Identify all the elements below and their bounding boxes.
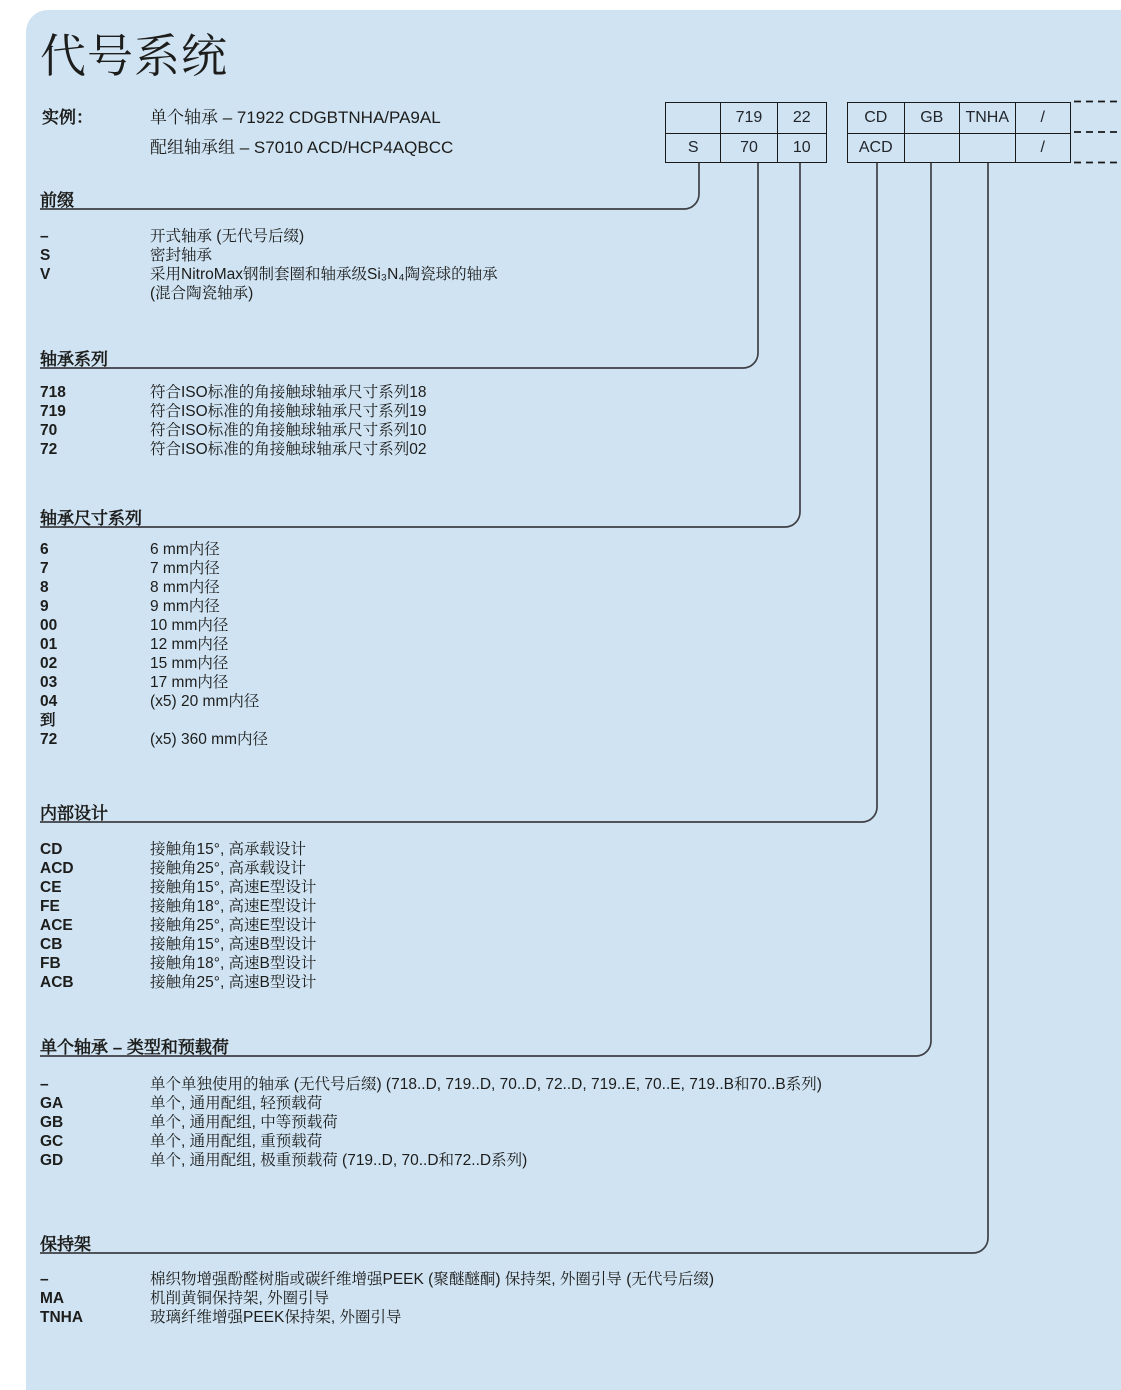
entry-desc: 玻璃纤维增强PEEK保持架, 外圈引导 bbox=[150, 1309, 402, 1326]
code-box-cell: / bbox=[1015, 133, 1071, 163]
entry-desc: 10 mm内径 bbox=[150, 617, 229, 634]
entry-row bbox=[40, 1132, 1045, 1151]
series-entries bbox=[40, 383, 1045, 459]
entry-row bbox=[40, 692, 1045, 711]
entry-desc: 接触角25°, 高承载设计 bbox=[150, 860, 307, 877]
entry-code: 03 bbox=[40, 674, 58, 691]
prefix-entries bbox=[40, 227, 1045, 303]
entry-code: GB bbox=[40, 1114, 64, 1131]
entry-row bbox=[40, 711, 1045, 730]
section-title-series: 轴承系列 bbox=[40, 350, 108, 369]
entry-code: CB bbox=[40, 936, 63, 953]
entry-desc: (x5) 360 mm内径 bbox=[150, 731, 268, 748]
entry-desc: 单个, 通用配组, 轻预载荷 bbox=[150, 1095, 323, 1112]
code-box-cell: / bbox=[1015, 103, 1071, 133]
entry-code: 6 bbox=[40, 541, 49, 558]
entry-row bbox=[40, 878, 1045, 897]
entry-code: 04 bbox=[40, 693, 58, 710]
entry-desc: (混合陶瓷轴承) bbox=[150, 285, 254, 302]
entry-code: TNHA bbox=[40, 1309, 84, 1326]
entry-row bbox=[40, 973, 1045, 992]
entry-code: – bbox=[40, 228, 49, 245]
entry-desc: 开式轴承 (无代号后缀) bbox=[150, 228, 305, 245]
entry-desc: 符合ISO标准的角接触球轴承尺寸系列18 bbox=[150, 384, 427, 401]
page-title: 代号系统 bbox=[40, 30, 228, 82]
entry-row bbox=[40, 265, 1045, 284]
entry-code: 70 bbox=[40, 422, 58, 439]
entry-code: 到 bbox=[40, 712, 56, 729]
entry-code: V bbox=[40, 266, 51, 283]
entry-code: 7 bbox=[40, 560, 49, 577]
entry-desc: 符合ISO标准的角接触球轴承尺寸系列02 bbox=[150, 441, 427, 458]
entry-row bbox=[40, 402, 1045, 421]
entry-row bbox=[40, 1151, 1045, 1170]
entry-code: FE bbox=[40, 898, 60, 915]
entry-desc: 12 mm内径 bbox=[150, 636, 229, 653]
entry-row bbox=[40, 1113, 1045, 1132]
code-box-cell: 10 bbox=[777, 133, 826, 163]
entry-desc: 接触角15°, 高速E型设计 bbox=[150, 879, 317, 896]
entry-code: 718 bbox=[40, 384, 66, 401]
entry-code: 00 bbox=[40, 617, 58, 634]
entry-desc: 接触角18°, 高速E型设计 bbox=[150, 898, 317, 915]
cage-entries bbox=[40, 1270, 1045, 1327]
designation-box-group-1 bbox=[665, 102, 827, 163]
entry-desc: 符合ISO标准的角接触球轴承尺寸系列10 bbox=[150, 422, 427, 439]
section-title-prefix: 前缀 bbox=[40, 191, 74, 210]
entry-code: S bbox=[40, 247, 51, 264]
internal-design-entries bbox=[40, 840, 1045, 992]
code-box-cell: 22 bbox=[777, 103, 826, 133]
entry-desc: 接触角15°, 高速B型设计 bbox=[150, 936, 317, 953]
entry-row bbox=[40, 616, 1045, 635]
entry-code: 9 bbox=[40, 598, 49, 615]
entry-code: – bbox=[40, 1076, 49, 1093]
entry-desc bbox=[150, 711, 1045, 730]
code-box-cell: 70 bbox=[720, 133, 776, 163]
entry-code: ACD bbox=[40, 860, 74, 877]
entry-desc: 单个, 通用配组, 重预载荷 bbox=[150, 1133, 323, 1150]
entry-code: FB bbox=[40, 955, 61, 972]
code-box-cell: S bbox=[666, 133, 720, 163]
entry-code: ACB bbox=[40, 974, 74, 991]
entry-code: 719 bbox=[40, 403, 66, 420]
entry-row bbox=[40, 730, 1045, 749]
entry-desc: 单个单独使用的轴承 (无代号后缀) (718..D, 719..D, 70..D, 72..D, 719..E, 70..E, 719..B和70..B系列) bbox=[150, 1076, 822, 1093]
entry-desc: 7 mm内径 bbox=[150, 560, 220, 577]
entry-desc: 接触角25°, 高速B型设计 bbox=[150, 974, 317, 991]
entry-row bbox=[40, 540, 1045, 559]
entry-code: GD bbox=[40, 1152, 64, 1169]
entry-row bbox=[40, 1075, 1045, 1094]
entry-row bbox=[40, 916, 1045, 935]
entry-row bbox=[40, 673, 1045, 692]
section-title-size-series: 轴承尺寸系列 bbox=[40, 509, 142, 528]
entry-row bbox=[40, 383, 1045, 402]
entry-row bbox=[40, 284, 1045, 303]
entry-row bbox=[40, 246, 1045, 265]
code-box-cell bbox=[904, 133, 960, 163]
designation-box-group-2 bbox=[847, 102, 1071, 163]
entry-row bbox=[40, 421, 1045, 440]
entry-code: CE bbox=[40, 879, 62, 896]
entry-row bbox=[40, 1308, 1045, 1327]
entry-code bbox=[40, 284, 150, 303]
code-box-cell: TNHA bbox=[959, 103, 1015, 133]
entry-desc: 机削黄铜保持架, 外圈引导 bbox=[150, 1290, 330, 1307]
entry-row bbox=[40, 635, 1045, 654]
entry-desc: 接触角18°, 高速B型设计 bbox=[150, 955, 317, 972]
section-title-cage: 保持架 bbox=[40, 1235, 91, 1254]
code-box-cell: GB bbox=[904, 103, 960, 133]
entry-row bbox=[40, 859, 1045, 878]
entry-desc: 采用NitroMax钢制套圈和轴承级Si₃N₄陶瓷球的轴承 bbox=[150, 266, 498, 283]
section-title-type-preload: 单个轴承 – 类型和预载荷 bbox=[40, 1038, 229, 1057]
entry-row bbox=[40, 840, 1045, 859]
entry-row bbox=[40, 897, 1045, 916]
entry-code: ACE bbox=[40, 917, 73, 934]
entry-code: – bbox=[40, 1271, 49, 1288]
entry-desc: 17 mm内径 bbox=[150, 674, 229, 691]
entry-row bbox=[40, 935, 1045, 954]
entry-code: GA bbox=[40, 1095, 64, 1112]
entry-desc: 8 mm内径 bbox=[150, 579, 220, 596]
section-title-internal-design: 内部设计 bbox=[40, 804, 108, 823]
entry-desc: 密封轴承 bbox=[150, 247, 213, 264]
entry-desc: 6 mm内径 bbox=[150, 541, 220, 558]
entry-row bbox=[40, 1270, 1045, 1289]
entry-desc: 接触角15°, 高承载设计 bbox=[150, 841, 307, 858]
example-single-bearing: 单个轴承 – 71922 CDGBTNHA/PA9AL bbox=[150, 108, 441, 127]
entry-row bbox=[40, 654, 1045, 673]
size-series-entries bbox=[40, 540, 1045, 749]
entry-code: 72 bbox=[40, 441, 58, 458]
entry-row bbox=[40, 1094, 1045, 1113]
entry-desc: 9 mm内径 bbox=[150, 598, 220, 615]
code-box-cell bbox=[666, 103, 720, 133]
type-preload-entries bbox=[40, 1075, 1045, 1170]
entry-row bbox=[40, 227, 1045, 246]
entry-row bbox=[40, 578, 1045, 597]
entry-row bbox=[40, 1289, 1045, 1308]
code-box-cell bbox=[959, 133, 1015, 163]
entry-code: 8 bbox=[40, 579, 49, 596]
entry-desc: 单个, 通用配组, 极重预载荷 (719..D, 70..D和72..D系列) bbox=[150, 1152, 528, 1169]
entry-row bbox=[40, 559, 1045, 578]
entry-desc: 符合ISO标准的角接触球轴承尺寸系列19 bbox=[150, 403, 427, 420]
example-label: 实例： bbox=[42, 108, 93, 127]
entry-row bbox=[40, 440, 1045, 459]
entry-desc: 15 mm内径 bbox=[150, 655, 229, 672]
entry-code: 02 bbox=[40, 655, 58, 672]
entry-desc: 棉织物增强酚醛树脂或碳纤维增强PEEK (聚醚醚酮) 保持架, 外圈引导 (无代号后缀) bbox=[150, 1271, 715, 1288]
entry-desc: 单个, 通用配组, 中等预载荷 bbox=[150, 1114, 338, 1131]
entry-code: 72 bbox=[40, 731, 58, 748]
entry-desc: (x5) 20 mm内径 bbox=[150, 693, 260, 710]
code-box-cell: ACD bbox=[848, 133, 904, 163]
example-paired-bearing-set: 配组轴承组 – S7010 ACD/HCP4AQBCC bbox=[150, 138, 454, 157]
entry-code: CD bbox=[40, 841, 63, 858]
entry-row bbox=[40, 954, 1045, 973]
entry-code: 01 bbox=[40, 636, 58, 653]
entry-row bbox=[40, 597, 1045, 616]
code-box-cell: CD bbox=[864, 108, 888, 126]
entry-desc: 接触角25°, 高速E型设计 bbox=[150, 917, 317, 934]
entry-code: GC bbox=[40, 1133, 64, 1150]
entry-code: MA bbox=[40, 1290, 65, 1307]
code-box-cell: 719 bbox=[720, 103, 776, 133]
